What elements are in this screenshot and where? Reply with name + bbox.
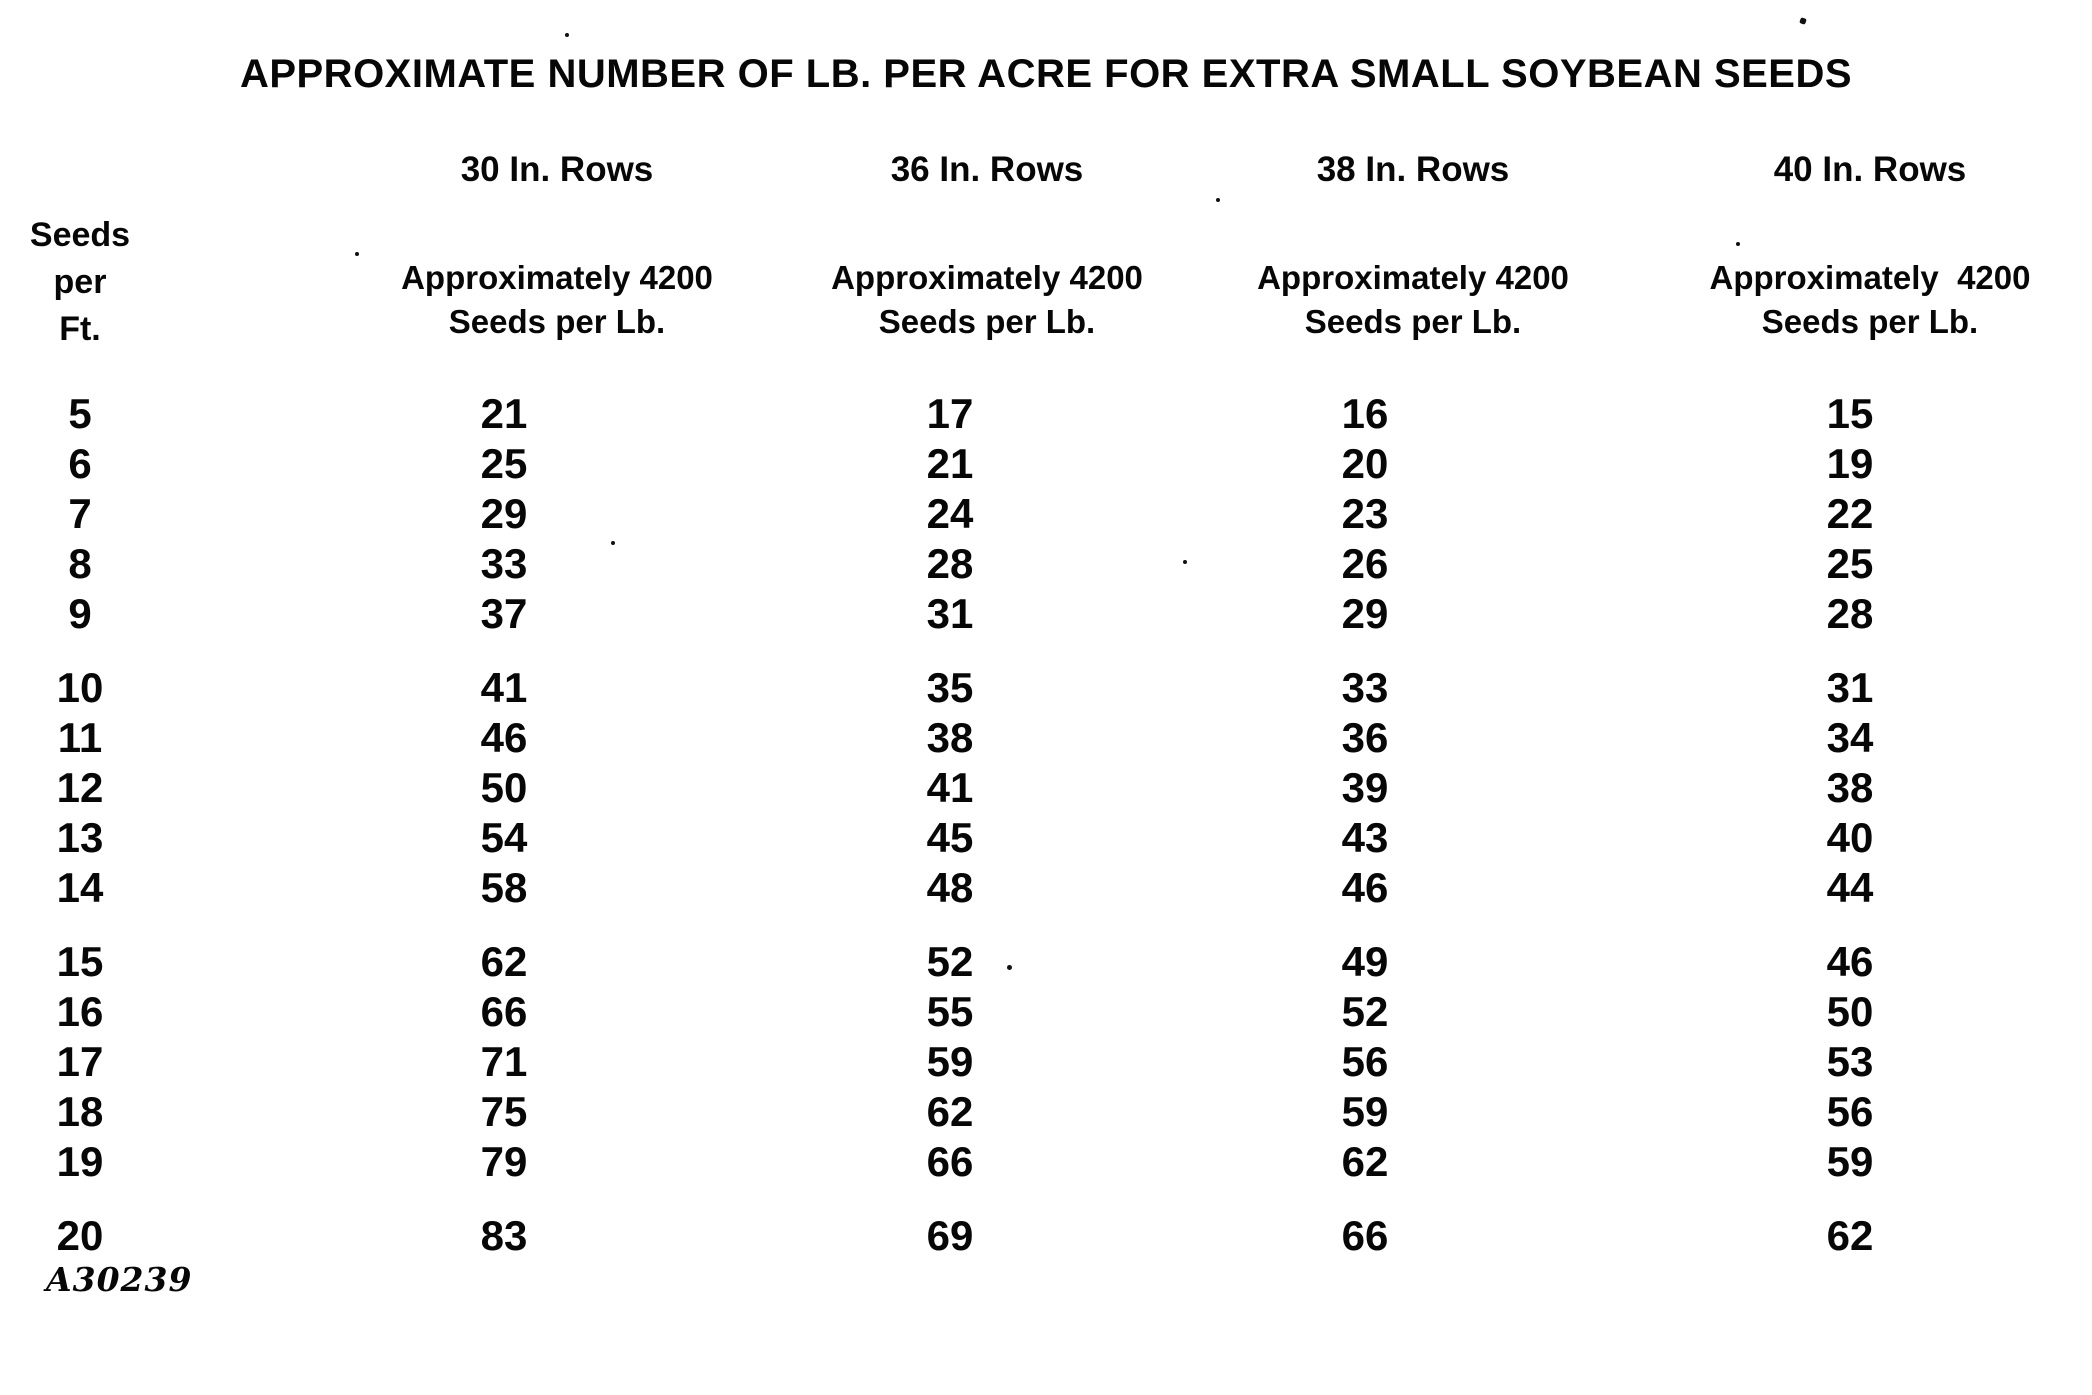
cell-38in: 36 [1341, 714, 1389, 761]
cell-40in: 50 [1826, 988, 1874, 1035]
table-row [0, 489, 2092, 539]
cell-30in: 54 [480, 814, 528, 861]
table-row [0, 439, 2092, 489]
table-row [0, 937, 2092, 987]
column-header-38in [1153, 148, 1673, 344]
table-row [0, 589, 2092, 639]
cell-40in: 22 [1826, 490, 1874, 537]
scan-speck [1183, 560, 1187, 564]
cell-36in: 69 [926, 1212, 974, 1259]
cell-30in: 71 [480, 1038, 528, 1085]
table-row [0, 1087, 2092, 1137]
cell-seeds-per-ft: 11 [57, 714, 103, 761]
cell-40in: 38 [1826, 764, 1874, 811]
cell-36in: 62 [926, 1088, 974, 1135]
column-subtitle: Approximately 4200 [1257, 259, 1569, 296]
scan-speck [611, 541, 615, 545]
cell-seeds-per-ft: 17 [56, 1038, 104, 1085]
cell-30in: 62 [480, 938, 528, 985]
cell-36in: 55 [926, 988, 974, 1035]
cell-30in: 46 [480, 714, 528, 761]
column-label: 30 In. Rows [460, 150, 654, 189]
table-row [0, 763, 2092, 813]
table-rows [0, 389, 2092, 1261]
cell-38in: 26 [1341, 540, 1389, 587]
cell-36in: 41 [926, 764, 974, 811]
cell-38in: 56 [1341, 1038, 1389, 1085]
cell-seeds-per-ft: 18 [56, 1088, 104, 1135]
column-subtitle: Approximately 4200 [401, 259, 713, 296]
column-label: 38 In. Rows [1316, 150, 1510, 189]
stub-header-line: Ft. [59, 310, 101, 348]
cell-40in: 28 [1826, 590, 1874, 637]
cell-36in: 38 [926, 714, 974, 761]
cell-30in: 21 [480, 390, 528, 437]
table-row [0, 539, 2092, 589]
cell-40in: 19 [1826, 440, 1874, 487]
column-header-40in [1610, 148, 2092, 344]
cell-30in: 83 [480, 1212, 528, 1259]
cell-40in: 46 [1826, 938, 1874, 985]
cell-38in: 52 [1341, 988, 1389, 1035]
cell-36in: 35 [926, 664, 974, 711]
cell-36in: 28 [926, 540, 974, 587]
column-subtitle: Seeds per Lb. [448, 303, 666, 340]
scan-speck [1007, 965, 1012, 970]
cell-seeds-per-ft: 8 [68, 540, 92, 587]
cell-30in: 50 [480, 764, 528, 811]
cell-36in: 52 [926, 938, 974, 985]
column-subtitle: Seeds per Lb. [1761, 303, 1979, 340]
column-subtitle: Approximately 4200 [1709, 259, 2031, 296]
cell-36in: 31 [926, 590, 974, 637]
column-subtitle: Approximately 4200 [831, 259, 1143, 296]
cell-30in: 66 [480, 988, 528, 1035]
cell-seeds-per-ft: 15 [56, 938, 104, 985]
table-row [0, 1037, 2092, 1087]
cell-38in: 59 [1341, 1088, 1389, 1135]
cell-38in: 16 [1341, 390, 1389, 437]
cell-36in: 59 [926, 1038, 974, 1085]
cell-38in: 23 [1341, 490, 1389, 537]
table-title: APPROXIMATE NUMBER OF LB. PER ACRE FOR EXTRA SMALL SOYBEAN SEEDS [239, 52, 1853, 96]
cell-36in: 17 [926, 390, 974, 437]
cell-seeds-per-ft: 13 [56, 814, 104, 861]
cell-36in: 21 [926, 440, 974, 487]
cell-seeds-per-ft: 12 [56, 764, 104, 811]
cell-seeds-per-ft: 9 [68, 590, 92, 637]
scan-speck [355, 252, 359, 256]
table-row [0, 713, 2092, 763]
column-subtitle: Seeds per Lb. [878, 303, 1096, 340]
cell-40in: 59 [1826, 1138, 1874, 1185]
cell-seeds-per-ft: 7 [68, 490, 92, 537]
cell-30in: 33 [480, 540, 528, 587]
table-row [0, 1211, 2092, 1261]
stub-header-seeds-per-ft [0, 212, 160, 353]
stub-header-line: per [53, 263, 107, 301]
cell-38in: 49 [1341, 938, 1389, 985]
cell-40in: 31 [1826, 664, 1874, 711]
table-row [0, 987, 2092, 1037]
cell-38in: 66 [1341, 1212, 1389, 1259]
cell-38in: 62 [1341, 1138, 1389, 1185]
cell-40in: 44 [1826, 864, 1874, 911]
cell-seeds-per-ft: 6 [68, 440, 92, 487]
column-subtitle: Seeds per Lb. [1304, 303, 1522, 340]
table-row [0, 663, 2092, 713]
cell-40in: 15 [1826, 390, 1874, 437]
cell-30in: 37 [480, 590, 528, 637]
cell-seeds-per-ft: 14 [56, 864, 104, 911]
cell-30in: 41 [480, 664, 528, 711]
scan-speck [565, 33, 569, 37]
cell-seeds-per-ft: 5 [68, 390, 92, 437]
table-row [0, 813, 2092, 863]
cell-38in: 33 [1341, 664, 1389, 711]
cell-40in: 53 [1826, 1038, 1874, 1085]
cell-30in: 58 [480, 864, 528, 911]
cell-38in: 39 [1341, 764, 1389, 811]
document-code: A30239 [46, 1260, 193, 1299]
cell-30in: 75 [480, 1088, 528, 1135]
cell-seeds-per-ft: 20 [56, 1212, 104, 1259]
cell-seeds-per-ft: 16 [56, 988, 104, 1035]
cell-36in: 45 [926, 814, 974, 861]
cell-38in: 29 [1341, 590, 1389, 637]
cell-36in: 24 [926, 490, 974, 537]
table-row [0, 863, 2092, 913]
cell-40in: 25 [1826, 540, 1874, 587]
cell-40in: 34 [1826, 714, 1874, 761]
cell-30in: 25 [480, 440, 528, 487]
cell-30in: 79 [480, 1138, 528, 1185]
cell-40in: 40 [1826, 814, 1874, 861]
column-label: 36 In. Rows [890, 150, 1084, 189]
cell-seeds-per-ft: 19 [56, 1138, 104, 1185]
cell-30in: 29 [480, 490, 528, 537]
cell-seeds-per-ft: 10 [56, 664, 104, 711]
table-row [0, 389, 2092, 439]
scan-speck [1799, 17, 1807, 25]
cell-38in: 43 [1341, 814, 1389, 861]
cell-40in: 62 [1826, 1212, 1874, 1259]
scan-speck [1736, 242, 1740, 246]
cell-38in: 46 [1341, 864, 1389, 911]
scan-speck [1216, 198, 1220, 202]
cell-40in: 56 [1826, 1088, 1874, 1135]
cell-36in: 48 [926, 864, 974, 911]
table-row [0, 1137, 2092, 1187]
stub-header-line: Seeds [29, 216, 131, 254]
cell-36in: 66 [926, 1138, 974, 1185]
cell-38in: 20 [1341, 440, 1389, 487]
column-label: 40 In. Rows [1773, 150, 1967, 189]
